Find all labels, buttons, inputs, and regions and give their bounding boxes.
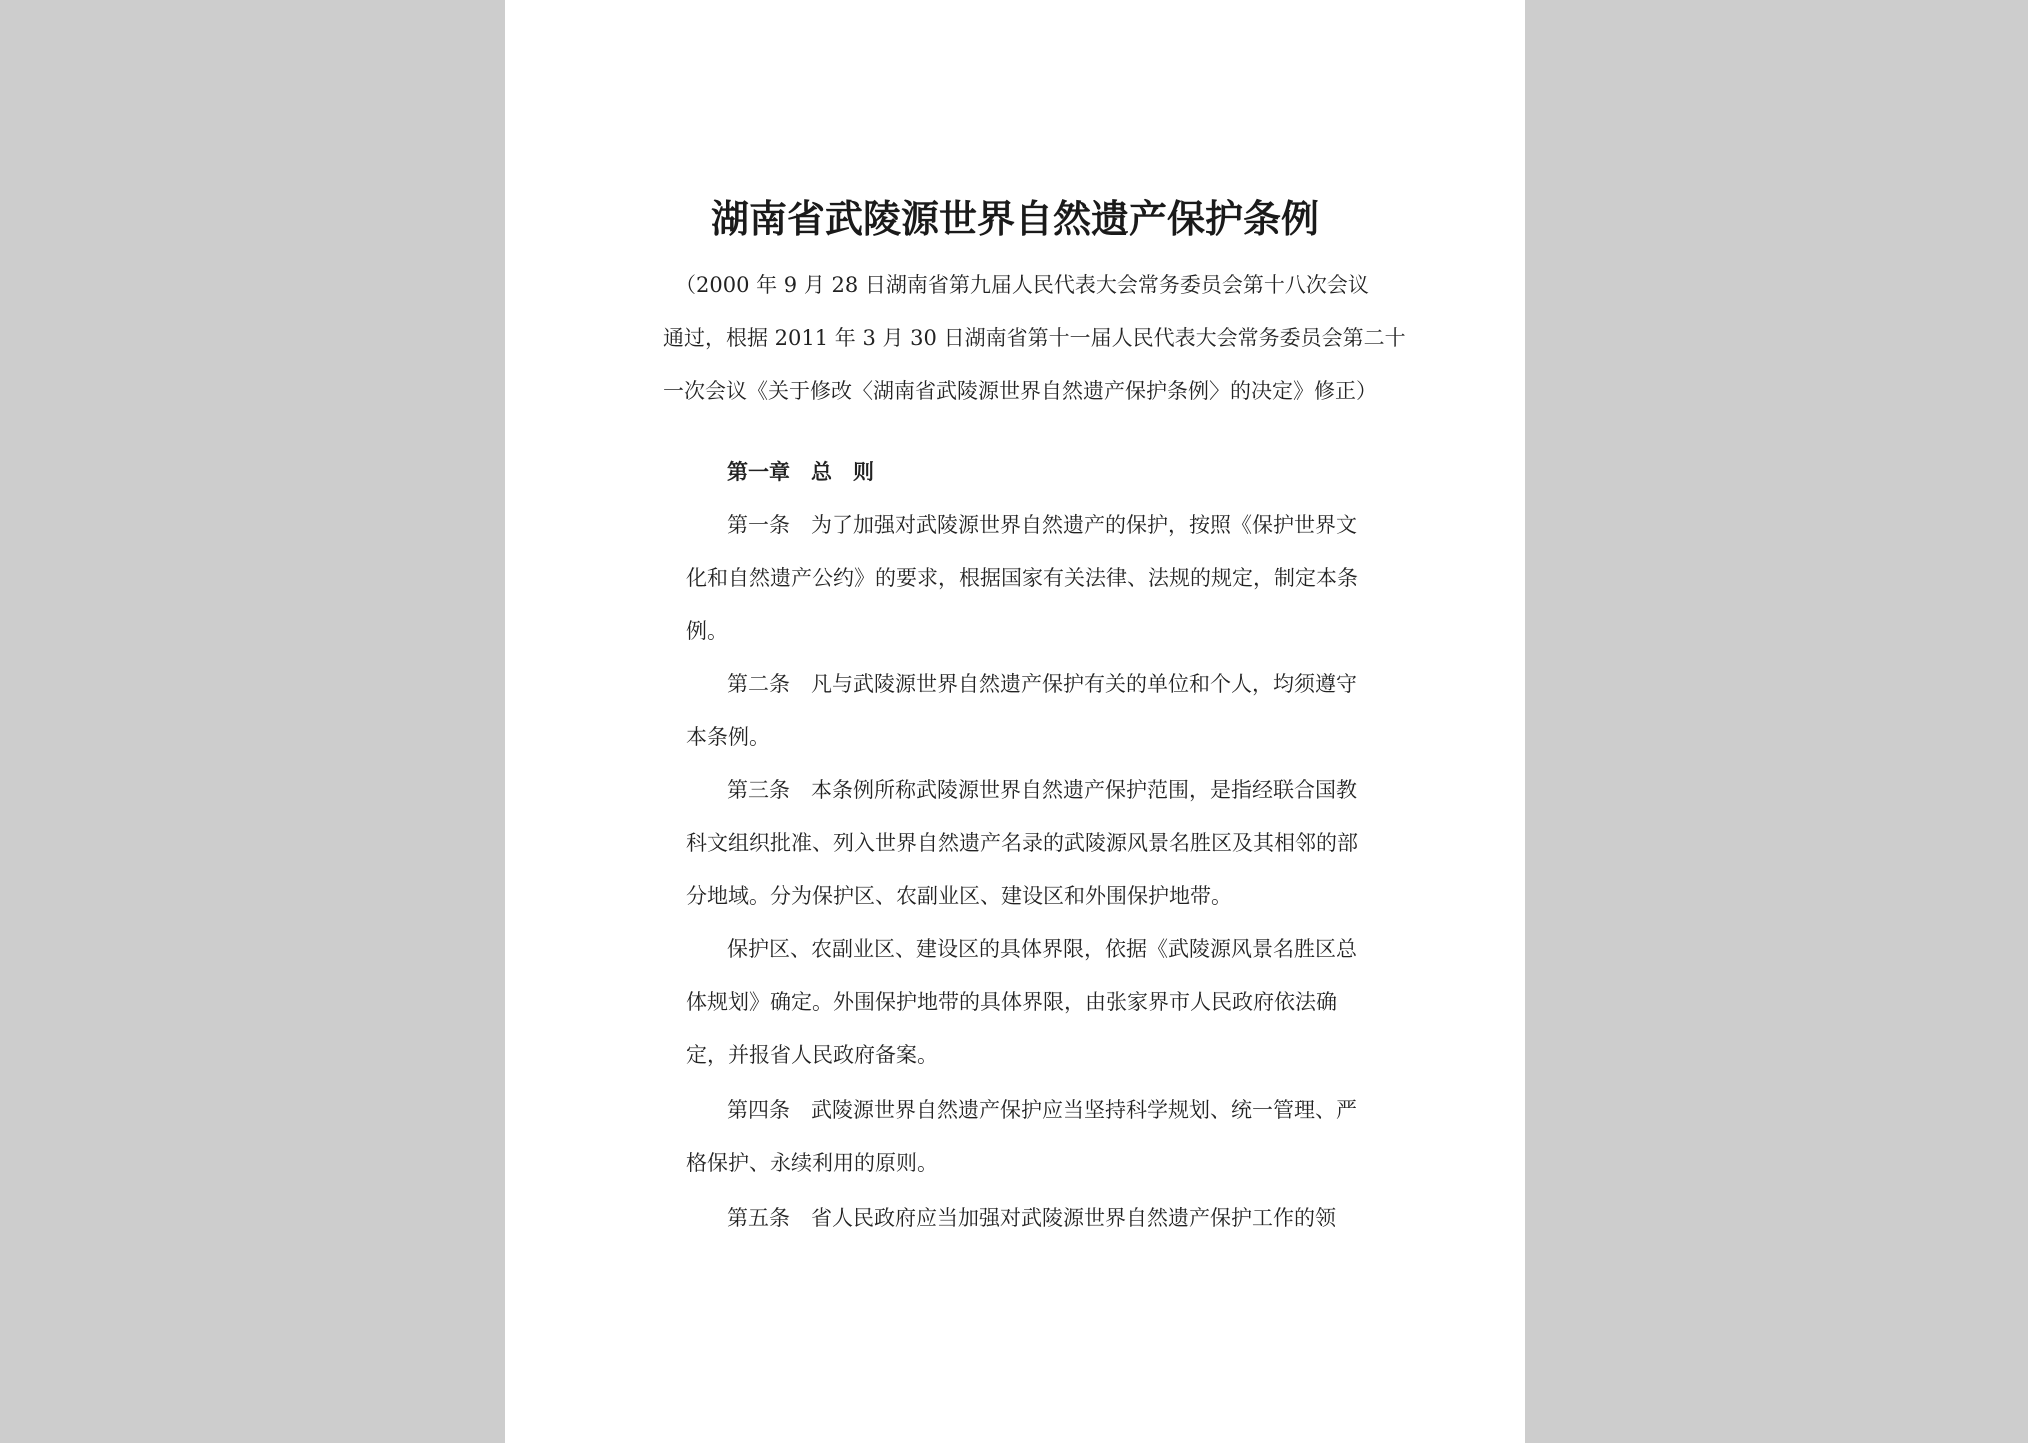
article-line: 定，并报省人民政府备案。 bbox=[686, 1043, 938, 1067]
article-line: 科文组织批准、列入世界自然遗产名录的武陵源风景名胜区及其相邻的部 bbox=[686, 831, 1358, 855]
article-line: 第四条 武陵源世界自然遗产保护应当坚持科学规划、统一管理、严 bbox=[727, 1098, 1357, 1122]
preamble-line: （2000 年 9 月 28 日湖南省第九届人民代表大会常务委员会第十八次会议 bbox=[675, 273, 1369, 297]
document-page bbox=[505, 0, 1525, 1443]
article-line: 例。 bbox=[686, 619, 728, 643]
article-line: 本条例。 bbox=[686, 725, 770, 749]
chapter-heading: 第一章 总 则 bbox=[727, 459, 874, 484]
article-line: 体规划》确定。外围保护地带的具体界限，由张家界市人民政府依法确 bbox=[686, 990, 1337, 1014]
preamble-line: 通过，根据 2011 年 3 月 30 日湖南省第十一届人民代表大会常务委员会第二十 bbox=[663, 326, 1406, 350]
article-line: 格保护、永续利用的原则。 bbox=[686, 1151, 938, 1175]
article-line: 第三条 本条例所称武陵源世界自然遗产保护范围，是指经联合国教 bbox=[727, 778, 1357, 802]
article-line: 第一条 为了加强对武陵源世界自然遗产的保护，按照《保护世界文 bbox=[727, 513, 1357, 537]
article-line: 保护区、农副业区、建设区的具体界限，依据《武陵源风景名胜区总 bbox=[727, 937, 1357, 961]
preamble-line: 一次会议《关于修改〈湖南省武陵源世界自然遗产保护条例〉的决定》修正） bbox=[663, 379, 1377, 403]
article-line: 化和自然遗产公约》的要求，根据国家有关法律、法规的规定，制定本条 bbox=[686, 566, 1358, 590]
article-line: 第五条 省人民政府应当加强对武陵源世界自然遗产保护工作的领 bbox=[727, 1206, 1336, 1230]
article-line: 分地域。分为保护区、农副业区、建设区和外围保护地带。 bbox=[686, 884, 1232, 908]
article-line: 第二条 凡与武陵源世界自然遗产保护有关的单位和个人，均须遵守 bbox=[727, 672, 1357, 696]
document-title: 湖南省武陵源世界自然遗产保护条例 bbox=[710, 196, 1319, 241]
